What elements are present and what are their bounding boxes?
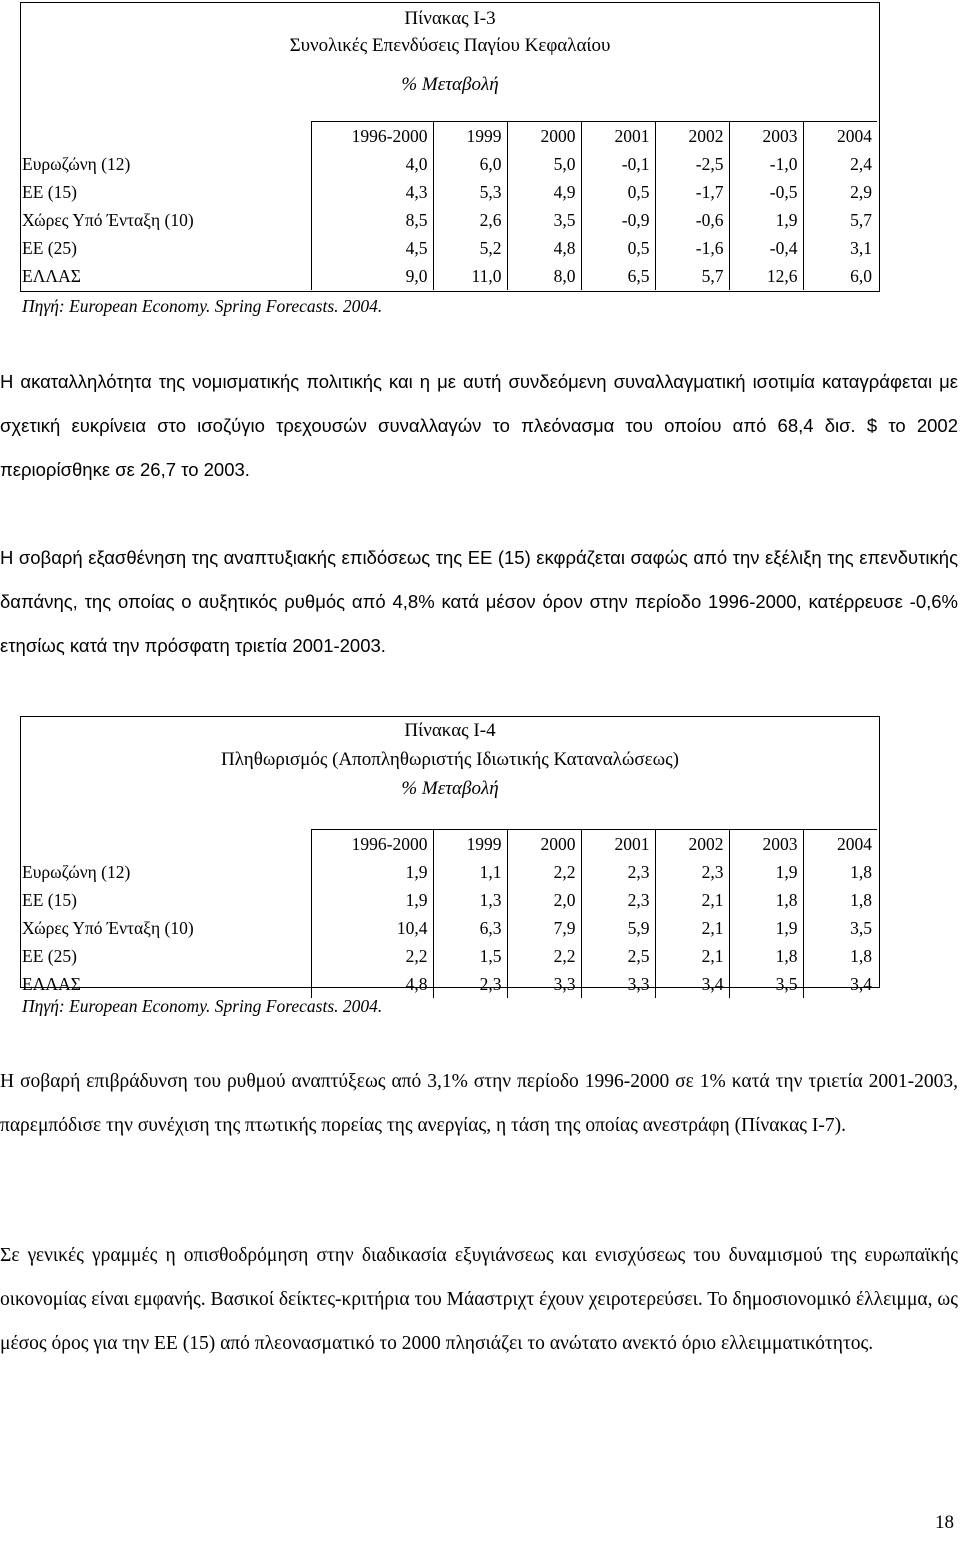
body-paragraph: Η σοβαρή εξασθένηση της αναπτυξιακής επιδόσεως της ΕΕ (15) εκφράζεται σαφώς από την εξέλιξη της επενδυτικής δαπάνης, της οποίας ο αυξητικός ρυθμός από 4,8% κατά μέσον όρον στην περίοδο 1996-2000, κατέρρευσε -0,6% ετησίως κατά την πρόσφατη τριετία 2001-2003. xyxy=(0,547,958,656)
header-row xyxy=(20,830,877,859)
column-header: 2003 xyxy=(729,830,803,859)
row-label: Χώρες Υπό Ένταξη (10) xyxy=(22,918,194,938)
cell: 4,3 xyxy=(311,178,433,206)
cell: 1,8 xyxy=(803,858,877,886)
cell: 5,7 xyxy=(655,262,729,290)
cell: 2,3 xyxy=(581,858,655,886)
cell: 2,3 xyxy=(655,858,729,886)
cell: 1,8 xyxy=(729,886,803,914)
table-row xyxy=(20,942,877,970)
table-row xyxy=(20,206,877,234)
cell: 2,1 xyxy=(655,914,729,942)
table-row xyxy=(20,262,877,290)
cell: 1,9 xyxy=(311,858,433,886)
page-number: 18 xyxy=(935,1512,954,1533)
column-header: 1999 xyxy=(433,830,507,859)
table-number: Πίνακας Ι-3 xyxy=(404,8,496,29)
cell: -0,5 xyxy=(729,178,803,206)
table-inflation xyxy=(20,716,880,994)
cell: 4,9 xyxy=(507,178,581,206)
cell: 3,5 xyxy=(507,206,581,234)
column-header: 2004 xyxy=(803,122,877,151)
column-header: 2004 xyxy=(803,830,877,859)
table-investment xyxy=(20,2,880,292)
header-row xyxy=(20,122,877,151)
cell: 12,6 xyxy=(729,262,803,290)
table-unit: % Μεταβολή xyxy=(401,74,499,95)
table-unit: % Μεταβολή xyxy=(401,778,499,799)
cell: 10,4 xyxy=(311,914,433,942)
cell: 1,1 xyxy=(433,858,507,886)
table-row xyxy=(20,886,877,914)
data-table xyxy=(20,829,877,998)
cell: 1,5 xyxy=(433,942,507,970)
cell: 3,4 xyxy=(655,970,729,998)
cell: 0,5 xyxy=(581,234,655,262)
table-caption xyxy=(21,717,879,802)
cell: -0,4 xyxy=(729,234,803,262)
column-header: 1996-2000 xyxy=(311,122,433,151)
cell: 2,2 xyxy=(311,942,433,970)
cell: 3,3 xyxy=(581,970,655,998)
cell: -2,5 xyxy=(655,150,729,178)
table-row xyxy=(20,858,877,886)
table-caption xyxy=(21,3,879,98)
cell: 4,5 xyxy=(311,234,433,262)
table-row xyxy=(20,970,877,998)
table-source: Πηγή: European Economy. Spring Forecasts. 2004. xyxy=(22,996,383,1016)
cell: -1,7 xyxy=(655,178,729,206)
cell: 1,3 xyxy=(433,886,507,914)
cell: 6,5 xyxy=(581,262,655,290)
cell: 3,5 xyxy=(729,970,803,998)
cell: 4,0 xyxy=(311,150,433,178)
cell: 1,8 xyxy=(803,942,877,970)
cell: 4,8 xyxy=(311,970,433,998)
row-label: Ευρωζώνη (12) xyxy=(22,862,131,882)
body-paragraph: Η σοβαρή επιβράδυνση του ρυθμού αναπτύξεως από 3,1% στην περίοδο 1996-2000 σε 1% κατά την τριετία 2001-2003, παρεμπόδισε την συνέχιση της πτωτικής πορείας της ανεργίας, η τάση της οποίας ανεστράφη (Πίνακας Ι-7). xyxy=(0,1071,958,1136)
row-label: ΕΕ (25) xyxy=(22,946,77,966)
table-number: Πίνακας Ι-4 xyxy=(404,720,496,741)
table-title: Πληθωρισμός (Αποπληθωριστής Ιδιωτικής Καταναλώσεως) xyxy=(221,749,679,770)
table-row xyxy=(20,914,877,942)
cell: 2,5 xyxy=(581,942,655,970)
column-header: 2001 xyxy=(581,122,655,151)
column-header: 1996-2000 xyxy=(311,830,433,859)
cell: -1,0 xyxy=(729,150,803,178)
column-header: 2000 xyxy=(507,830,581,859)
cell: 8,0 xyxy=(507,262,581,290)
cell: 1,8 xyxy=(729,942,803,970)
row-label: ΕΕ (15) xyxy=(22,182,77,202)
row-label: Ευρωζώνη (12) xyxy=(22,154,131,174)
column-header: 2002 xyxy=(655,122,729,151)
column-header: 2002 xyxy=(655,830,729,859)
cell: 3,3 xyxy=(507,970,581,998)
cell: 2,2 xyxy=(507,942,581,970)
cell: 1,9 xyxy=(311,886,433,914)
cell: 8,5 xyxy=(311,206,433,234)
cell: -0,9 xyxy=(581,206,655,234)
cell: 2,6 xyxy=(433,206,507,234)
cell: 2,1 xyxy=(655,942,729,970)
row-label: ΕΕ (25) xyxy=(22,238,77,258)
cell: -0,6 xyxy=(655,206,729,234)
cell: 5,2 xyxy=(433,234,507,262)
cell: 0,5 xyxy=(581,178,655,206)
row-label: ΕΕ (15) xyxy=(22,890,77,910)
cell: -1,6 xyxy=(655,234,729,262)
column-header: 2001 xyxy=(581,830,655,859)
column-header: 2000 xyxy=(507,122,581,151)
row-label: Χώρες Υπό Ένταξη (10) xyxy=(22,210,194,230)
column-header: 1999 xyxy=(433,122,507,151)
body-paragraph: Η ακαταλληλότητα της νομισματικής πολιτικής και η με αυτή συνδεόμενη συναλλαγματική ισοτιμία καταγράφεται με σχετική ευκρίνεια στο ισοζύγιο τρεχουσών συναλλαγών το πλεόνασμα του οποίου από 68,4 δισ. $ το 2002 περιορίσθηκε σε 26,7 το 2003. xyxy=(0,371,958,480)
cell: 5,9 xyxy=(581,914,655,942)
cell: 2,0 xyxy=(507,886,581,914)
cell: 11,0 xyxy=(433,262,507,290)
body-paragraph: Σε γενικές γραμμές η οπισθοδρόμηση στην διαδικασία εξυγιάνσεως και ενισχύσεως του δυναμισμού της ευρωπαϊκής οικονομίας είναι εμφανής. Βασικοί δείκτες-κριτήρια του Μάαστριχτ έχουν χειροτερεύσει. Το δημοσιονομικό έλλειμμα, ως μέσος όρος για την ΕΕ (15) από πλεονασματικό το 2000 πλησιάζει το ανώτατο ανεκτό όριο ελλειμματικότητος. xyxy=(0,1245,958,1354)
cell: 2,2 xyxy=(507,858,581,886)
cell: 2,9 xyxy=(803,178,877,206)
column-header: 2003 xyxy=(729,122,803,151)
cell: 6,0 xyxy=(433,150,507,178)
cell: 1,9 xyxy=(729,206,803,234)
cell: 9,0 xyxy=(311,262,433,290)
cell: 4,8 xyxy=(507,234,581,262)
table-source: Πηγή: European Economy. Spring Forecasts. 2004. xyxy=(22,296,383,316)
cell: 5,3 xyxy=(433,178,507,206)
cell: 3,1 xyxy=(803,234,877,262)
table-row xyxy=(20,178,877,206)
row-label: ΕΛΛΑΣ xyxy=(22,974,81,994)
table-row xyxy=(20,234,877,262)
cell: 2,4 xyxy=(803,150,877,178)
header-blank xyxy=(20,122,311,151)
cell: 5,7 xyxy=(803,206,877,234)
cell: 1,9 xyxy=(729,914,803,942)
cell: 2,1 xyxy=(655,886,729,914)
cell: 2,3 xyxy=(433,970,507,998)
cell: 2,3 xyxy=(581,886,655,914)
header-blank xyxy=(20,830,311,859)
cell: 7,9 xyxy=(507,914,581,942)
cell: 5,0 xyxy=(507,150,581,178)
cell: 6,3 xyxy=(433,914,507,942)
data-table xyxy=(20,121,877,290)
cell: -0,1 xyxy=(581,150,655,178)
cell: 6,0 xyxy=(803,262,877,290)
cell: 1,8 xyxy=(803,886,877,914)
table-title: Συνολικές Επενδύσεις Παγίου Κεφαλαίου xyxy=(289,35,611,56)
row-label: ΕΛΛΑΣ xyxy=(22,266,81,286)
cell: 3,4 xyxy=(803,970,877,998)
cell: 3,5 xyxy=(803,914,877,942)
cell: 1,9 xyxy=(729,858,803,886)
table-row xyxy=(20,150,877,178)
